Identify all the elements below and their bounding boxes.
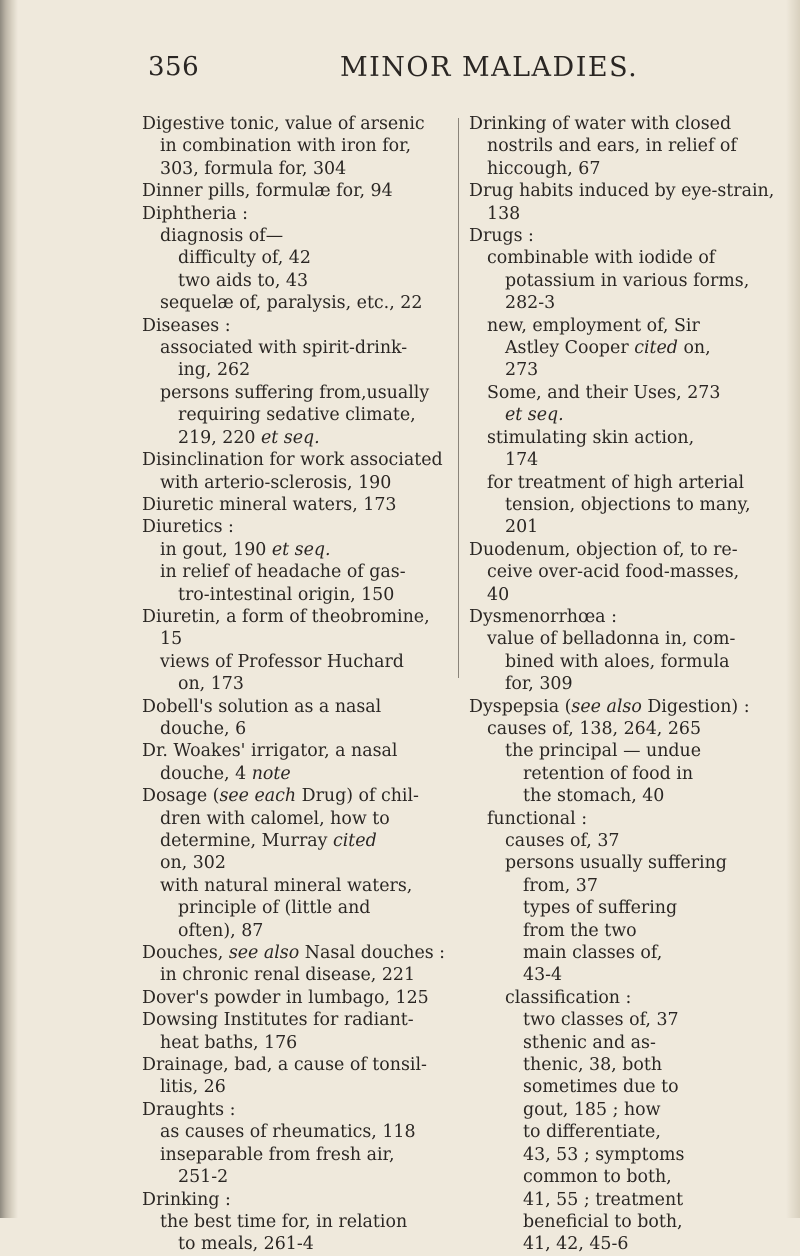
entry-text: 41, 42, 45-6 xyxy=(523,1234,629,1255)
entry-text: 15 xyxy=(160,629,183,650)
entry-text: 219, 220 xyxy=(178,427,261,448)
entry-text: difficulty of, 42 xyxy=(178,248,311,269)
index-subentry xyxy=(142,808,460,830)
entry-text: Draughts : xyxy=(142,1099,236,1120)
index-subentry xyxy=(469,897,769,919)
entry-text: 303, formula for, 304 xyxy=(160,158,347,179)
entry-text: from, 37 xyxy=(523,875,598,896)
page-number: 356 xyxy=(148,52,200,82)
index-subentry xyxy=(469,830,769,852)
index-subentry xyxy=(142,270,460,292)
entry-text: value of belladonna in, com- xyxy=(487,629,736,650)
index-subentry xyxy=(469,651,769,673)
index-subentry xyxy=(469,1121,769,1143)
index-subentry xyxy=(142,763,460,785)
index-subentry xyxy=(469,449,769,471)
entry-text: in combination with iron for, xyxy=(160,136,412,157)
index-subentry xyxy=(469,942,769,964)
index-subentry xyxy=(142,964,460,986)
index-entry xyxy=(469,539,769,561)
entry-italic: see each xyxy=(219,786,297,807)
index-subentry xyxy=(469,1233,769,1255)
entry-text: Diuretics : xyxy=(142,517,234,538)
entry-text: douche, 6 xyxy=(160,718,247,739)
index-subentry xyxy=(469,920,769,942)
index-subentry xyxy=(142,247,460,269)
index-subentry xyxy=(142,337,460,359)
entry-text: tro-intestinal origin, 150 xyxy=(178,584,395,605)
entry-text: main classes of, xyxy=(523,943,663,964)
entry-text: 273 xyxy=(505,360,539,381)
entry-text: principle of (little and xyxy=(178,898,371,919)
entry-text: classification : xyxy=(505,987,632,1008)
entry-text: stimulating skin action, xyxy=(487,427,695,448)
entry-text: determine, Murray xyxy=(160,831,333,851)
entry-text: Dinner pills, formulæ for, 94 xyxy=(142,181,393,202)
index-subentry xyxy=(469,1144,769,1166)
index-column-right xyxy=(469,113,775,1256)
index-subentry xyxy=(142,1032,460,1054)
index-subentry xyxy=(142,292,460,314)
index-subentry xyxy=(469,1211,769,1233)
index-subentry xyxy=(142,1233,460,1255)
page-header xyxy=(0,52,800,92)
index-subentry xyxy=(469,763,769,785)
index-subentry xyxy=(142,897,460,919)
index-subentry xyxy=(142,135,460,157)
entry-italic: et seq. xyxy=(260,427,320,448)
entry-text: gout, 185 ; how xyxy=(523,1099,661,1120)
index-entry xyxy=(142,516,460,538)
entry-text: causes of, 138, 264, 265 xyxy=(487,718,702,739)
index-entry xyxy=(142,180,460,202)
index-entry xyxy=(142,696,460,718)
entry-text: for, 309 xyxy=(505,674,573,695)
entry-text: as causes of rheumatics, 118 xyxy=(160,1122,416,1143)
index-subentry xyxy=(469,247,769,269)
index-entry xyxy=(142,113,460,135)
index-subentry xyxy=(469,584,769,606)
entry-text: for treatment of high arterial xyxy=(487,472,745,493)
index-subentry xyxy=(142,852,460,874)
index-subentry xyxy=(469,315,769,337)
index-subentry xyxy=(142,1076,460,1098)
index-subentry xyxy=(142,673,460,695)
scan-right-edge xyxy=(786,0,800,1218)
entry-text: nostrils and ears, in relief of xyxy=(487,136,737,157)
index-subentry xyxy=(469,987,769,1009)
index-entry xyxy=(142,606,460,628)
entry-text: 282-3 xyxy=(505,293,556,314)
entry-text: dren with calomel, how to xyxy=(160,808,390,829)
entry-text: functional : xyxy=(487,808,588,829)
index-subentry xyxy=(469,270,769,292)
index-subentry xyxy=(469,494,769,516)
index-subentry xyxy=(469,472,769,494)
index-subentry xyxy=(469,1032,769,1054)
entry-text: common to both, xyxy=(523,1167,672,1188)
entry-text: tension, objections to many, xyxy=(505,494,751,515)
index-subentry xyxy=(469,673,769,695)
entry-text-after: Drug) of chil- xyxy=(296,786,419,807)
index-subentry xyxy=(469,875,769,897)
entry-italic: see also xyxy=(571,696,642,717)
entry-text: beneficial to both, xyxy=(523,1211,683,1232)
index-entry xyxy=(142,1099,460,1121)
index-entry xyxy=(469,225,769,247)
entry-text: in chronic renal disease, 221 xyxy=(160,965,416,986)
index-subentry xyxy=(142,225,460,247)
index-subentry xyxy=(469,628,769,650)
entry-text: Diuretic mineral waters, 173 xyxy=(142,494,397,515)
index-subentry xyxy=(469,1009,769,1031)
entry-text: Digestive tonic, value of arsenic xyxy=(142,114,425,134)
entry-text: causes of, 37 xyxy=(505,831,620,851)
entry-text: douche, 4 xyxy=(160,763,252,784)
entry-text: Diphtheria : xyxy=(142,203,248,224)
index-subentry xyxy=(469,852,769,874)
index-subentry xyxy=(142,561,460,583)
entry-text: Drainage, bad, a cause of tonsil- xyxy=(142,1055,427,1076)
entry-text: 41, 55 ; treatment xyxy=(523,1189,684,1210)
entry-italic: cited xyxy=(332,831,377,851)
entry-text: Drinking : xyxy=(142,1189,231,1210)
index-subentry xyxy=(142,1166,460,1188)
entry-text: Duodenum, objection of, to re- xyxy=(469,539,738,560)
index-subentry xyxy=(469,1166,769,1188)
entry-text: Dr. Woakes' irrigator, a nasal xyxy=(142,741,398,762)
entry-text: to meals, 261-4 xyxy=(178,1234,314,1255)
index-entry xyxy=(142,449,460,471)
entry-text: new, employment of, Sir xyxy=(487,315,700,336)
entry-text: Douches, xyxy=(142,943,229,964)
entry-text: Dover's powder in lumbago, 125 xyxy=(142,987,429,1008)
entry-text: heat baths, 176 xyxy=(160,1032,298,1053)
index-subentry xyxy=(142,158,460,180)
entry-text: views of Professor Huchard xyxy=(160,651,404,672)
index-subentry xyxy=(469,964,769,986)
index-subentry xyxy=(469,561,769,583)
entry-text: sthenic and as- xyxy=(523,1032,656,1053)
entry-italic: note xyxy=(251,763,291,784)
index-entry xyxy=(469,113,769,135)
entry-text: retention of food in xyxy=(523,763,694,784)
scan-binding-edge xyxy=(0,0,18,1218)
entry-text: thenic, 38, both xyxy=(523,1055,663,1076)
index-entry xyxy=(142,315,460,337)
entry-text: two classes of, 37 xyxy=(523,1010,679,1031)
index-subentry xyxy=(142,830,460,852)
entry-text-after: Nasal douches : xyxy=(299,943,446,964)
index-entry xyxy=(142,203,460,225)
entry-text: bined with aloes, formula xyxy=(505,651,730,672)
entry-text: 201 xyxy=(505,517,539,538)
entry-text: persons suffering from,usually xyxy=(160,382,430,403)
entry-italic: et seq. xyxy=(271,539,331,560)
entry-text: litis, 26 xyxy=(160,1077,226,1098)
entry-text: diagnosis of— xyxy=(160,226,284,247)
entry-text: the stomach, 40 xyxy=(523,786,665,807)
entry-text: with arterio-sclerosis, 190 xyxy=(160,472,392,493)
index-subentry xyxy=(142,628,460,650)
entry-text: Dowsing Institutes for radiant- xyxy=(142,1010,414,1031)
entry-text: requiring sedative climate, xyxy=(178,405,416,426)
entry-text: 43, 53 ; symptoms xyxy=(523,1144,685,1165)
index-subentry xyxy=(469,1076,769,1098)
entry-text: the principal — undue xyxy=(505,741,702,762)
entry-italic: et seq. xyxy=(505,405,564,426)
entry-italic: see also xyxy=(228,943,300,964)
entry-text: often), 87 xyxy=(178,920,264,941)
entry-text: 43-4 xyxy=(523,965,563,986)
entry-text: 251-2 xyxy=(178,1167,229,1188)
index-subentry xyxy=(469,292,769,314)
entry-text: inseparable from fresh air, xyxy=(160,1144,395,1165)
index-column-left xyxy=(142,113,460,1256)
index-subentry xyxy=(469,808,769,830)
entry-text: Dosage ( xyxy=(142,786,220,807)
index-entry xyxy=(142,1009,460,1031)
entry-text: on, 173 xyxy=(178,674,244,695)
index-subentry xyxy=(469,158,769,180)
index-subentry xyxy=(142,920,460,942)
entry-text: Disinclination for work associated xyxy=(142,450,443,471)
entry-text: sometimes due to xyxy=(523,1077,679,1098)
entry-text: associated with spirit-drink- xyxy=(160,338,408,359)
index-subentry xyxy=(469,516,769,538)
index-entry xyxy=(142,987,460,1009)
index-subentry xyxy=(142,651,460,673)
index-subentry xyxy=(142,584,460,606)
entry-text: on, 302 xyxy=(160,853,226,874)
entry-text: potassium in various forms, xyxy=(505,270,750,291)
entry-text: Diuretin, a form of theobromine, xyxy=(142,606,430,627)
entry-text-after: on, xyxy=(677,338,711,359)
entry-italic: cited xyxy=(634,338,678,359)
index-subentry xyxy=(142,1211,460,1233)
entry-text: hiccough, 67 xyxy=(487,158,601,179)
entry-text: with natural mineral waters, xyxy=(160,875,413,896)
index-subentry xyxy=(142,359,460,381)
index-subentry xyxy=(469,359,769,381)
index-entry xyxy=(142,740,460,762)
index-subentry xyxy=(142,539,460,561)
index-entry xyxy=(469,606,769,628)
index-subentry xyxy=(469,1099,769,1121)
index-subentry xyxy=(469,718,769,740)
entry-text: ing, 262 xyxy=(178,360,251,381)
entry-text-after: Digestion) : xyxy=(641,696,750,717)
entry-text: the best time for, in relation xyxy=(160,1211,408,1232)
index-entry xyxy=(142,1054,460,1076)
entry-text: Drinking of water with closed xyxy=(469,114,732,134)
index-subentry xyxy=(142,1121,460,1143)
entry-text: 138 xyxy=(487,203,521,224)
entry-text: Some, and their Uses, 273 xyxy=(487,382,721,403)
index-subentry xyxy=(142,1144,460,1166)
entry-text: types of suffering xyxy=(523,898,678,919)
index-entry xyxy=(142,494,460,516)
entry-text: Diseases : xyxy=(142,315,231,336)
index-subentry xyxy=(469,337,769,359)
entry-text: persons usually suffering xyxy=(505,853,727,874)
entry-text: Dyspepsia ( xyxy=(469,696,572,717)
index-subentry xyxy=(469,1189,769,1211)
entry-text: from the two xyxy=(523,920,637,941)
index-subentry xyxy=(142,718,460,740)
index-subentry xyxy=(469,382,769,404)
index-entry xyxy=(142,1189,460,1211)
entry-text: Drug habits induced by eye-strain, xyxy=(469,181,775,202)
index-subentry xyxy=(469,740,769,762)
index-subentry xyxy=(469,1054,769,1076)
index-subentry xyxy=(469,404,769,426)
entry-text: Drugs : xyxy=(469,226,534,247)
entry-text: ceive over-acid food-masses, xyxy=(487,562,740,583)
entry-text: 40 xyxy=(487,584,510,605)
column-divider xyxy=(458,118,459,678)
index-entry xyxy=(469,180,775,202)
entry-text: Astley Cooper xyxy=(505,338,635,359)
index-entry xyxy=(469,696,769,718)
index-subentry xyxy=(469,135,769,157)
index-subentry xyxy=(469,427,769,449)
index-subentry xyxy=(142,472,460,494)
index-entry xyxy=(142,785,460,807)
entry-text: sequelæ of, paralysis, etc., 22 xyxy=(160,293,423,314)
entry-text: two aids to, 43 xyxy=(178,270,309,291)
entry-text: Dysmenorrhœa : xyxy=(469,606,617,627)
index-subentry xyxy=(469,203,769,225)
index-subentry xyxy=(142,404,460,426)
entry-text: in relief of headache of gas- xyxy=(160,562,406,583)
index-entry xyxy=(142,942,460,964)
index-subentry xyxy=(142,875,460,897)
entry-text: combinable with iodide of xyxy=(487,248,716,269)
entry-text: to differentiate, xyxy=(523,1122,661,1143)
index-subentry xyxy=(469,785,769,807)
index-subentry xyxy=(142,427,460,449)
running-head: MINOR MALADIES. xyxy=(340,52,639,83)
entry-text: Dobell's solution as a nasal xyxy=(142,696,382,717)
index-subentry xyxy=(142,382,460,404)
entry-text: 174 xyxy=(505,450,539,471)
entry-text: in gout, 190 xyxy=(160,539,272,560)
